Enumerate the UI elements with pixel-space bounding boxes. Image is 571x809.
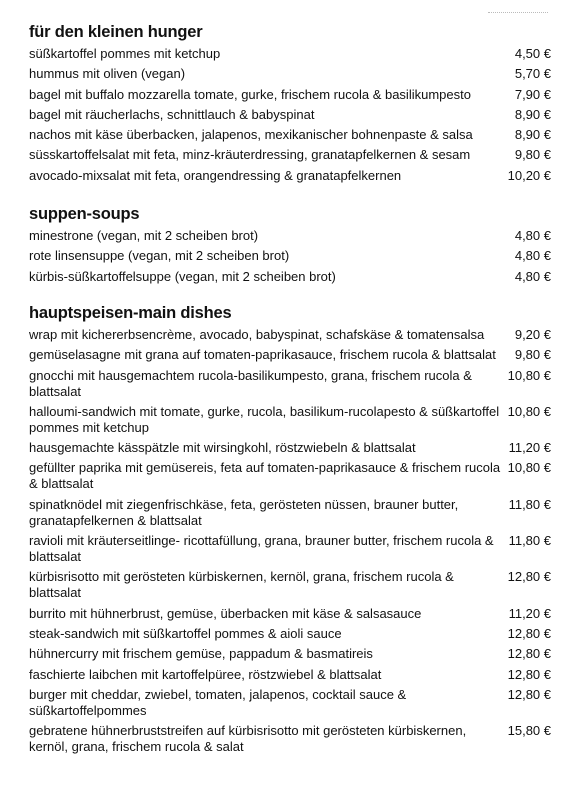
menu-item xyxy=(29,404,551,436)
menu-item xyxy=(29,127,551,143)
item-name: bagel mit buffalo mozzarella tomate, gurke, frischem rucola & basilikumpesto xyxy=(29,86,471,102)
item-price: 11,20 € xyxy=(508,605,551,621)
item-price: 10,80 € xyxy=(507,367,551,383)
item-name: rote linsensuppe (vegan, mit 2 scheiben brot) xyxy=(29,248,290,264)
item-price: 15,80 € xyxy=(507,723,551,739)
item-name: kürbis-süßkartoffelsuppe (vegan, mit 2 scheiben brot) xyxy=(29,268,336,284)
item-name: gebratene hühnerbruststreifen auf kürbisrisotto mit gerösteten kürbiskernen, kernöl, grana, frischem rucola & salat xyxy=(29,723,467,755)
item-price: 10,80 € xyxy=(507,403,551,419)
item-name: hühnercurry mit frischem gemüse, pappadum & basmatireis xyxy=(29,646,373,662)
section-title: für den kleinen hunger xyxy=(29,23,203,41)
item-name: hausgemachte kässpätzle mit wirsingkohl, röstzwiebeln & blattsalat xyxy=(29,440,416,456)
item-name: avocado-mixsalat mit feta, orangendressing & granatapfelkernen xyxy=(29,167,402,183)
item-name: hummus mit oliven (vegan) xyxy=(29,66,186,82)
item-name: halloumi-sandwich mit tomate, gurke, rucola, basilikum-rucolapesto & süßkartoffel pommes mit ketchup xyxy=(29,403,500,435)
item-price: 4,80 € xyxy=(514,268,551,284)
menu-item xyxy=(29,440,551,456)
menu-item xyxy=(29,626,551,642)
menu-item xyxy=(29,569,551,601)
item-name: bagel mit räucherlachs, schnittlauch & babyspinat xyxy=(29,106,315,122)
item-price: 11,80 € xyxy=(508,496,551,512)
menu-item xyxy=(29,646,551,662)
item-name: burrito mit hühnerbrust, gemüse, überbacken mit käse & salsasauce xyxy=(29,605,422,621)
menu-item xyxy=(29,460,551,492)
menu-item xyxy=(29,723,551,755)
item-price: 8,90 € xyxy=(514,106,551,122)
section-title: hauptspeisen-main dishes xyxy=(29,304,232,322)
menu-item xyxy=(29,606,551,622)
item-price: 5,70 € xyxy=(514,66,551,82)
item-price: 8,90 € xyxy=(514,127,551,143)
item-name: süsskartoffelsalat mit feta, minz-kräuterdressing, granatapfelkernen & sesam xyxy=(29,147,471,163)
item-price: 9,20 € xyxy=(514,327,551,342)
item-name: minestrone (vegan, mit 2 scheiben brot) xyxy=(29,228,259,243)
item-price: 9,80 € xyxy=(514,347,551,363)
section-soups xyxy=(29,204,551,289)
item-price: 12,80 € xyxy=(507,666,551,682)
item-name: burger mit cheddar, zwiebel, tomaten, jalapenos, cocktail sauce & süßkartoffelpommes xyxy=(29,686,407,718)
menu-item xyxy=(29,269,551,285)
menu-item xyxy=(29,87,551,103)
menu-item xyxy=(29,533,551,565)
item-price: 11,80 € xyxy=(508,533,551,549)
menu-item xyxy=(29,327,551,343)
menu-item xyxy=(29,107,551,123)
menu-item xyxy=(29,168,551,184)
item-price: 12,80 € xyxy=(507,646,551,662)
menu-item xyxy=(29,248,551,264)
item-name: ravioli mit kräuterseitlinge- ricottafüllung, grana, brauner butter, frischem rucola & blattsalat xyxy=(29,533,494,565)
item-price: 12,80 € xyxy=(507,569,551,585)
item-price: 11,20 € xyxy=(508,440,551,456)
item-price: 10,20 € xyxy=(507,167,551,183)
menu-item xyxy=(29,46,551,62)
item-name: wrap mit kichererbsencrème, avocado, babyspinat, schafskäse & tomatensalsa xyxy=(29,327,485,342)
item-price: 10,80 € xyxy=(507,460,551,476)
item-price: 9,80 € xyxy=(514,147,551,163)
item-name: süßkartoffel pommes mit ketchup xyxy=(29,46,221,61)
item-name: spinatknödel mit ziegenfrischkäse, feta, gerösteten nüssen, brauner butter, granatapfelkernen & blattsalat xyxy=(29,496,459,528)
item-price: 4,80 € xyxy=(514,228,551,243)
item-name: kürbisrisotto mit gerösteten kürbiskernen, kernöl, grana, frischem rucola & blattsalat xyxy=(29,569,454,601)
item-name: steak-sandwich mit süßkartoffel pommes & aioli sauce xyxy=(29,625,342,641)
menu-item xyxy=(29,497,551,529)
menu-item xyxy=(29,66,551,82)
menu-item xyxy=(29,347,551,363)
section-snacks xyxy=(29,22,551,188)
section-main-dishes xyxy=(29,303,551,759)
item-price: 7,90 € xyxy=(514,86,551,102)
menu-item xyxy=(29,147,551,163)
item-name: gnocchi mit hausgemachtem rucola-basilikumpesto, grana, frischem rucola & blattsalat xyxy=(29,367,472,399)
item-price: 4,80 € xyxy=(514,248,551,264)
item-price: 12,80 € xyxy=(507,625,551,641)
item-name: nachos mit käse überbacken, jalapenos, mexikanischer bohnenpaste & salsa xyxy=(29,127,473,143)
item-name: faschierte laibchen mit kartoffelpüree, röstzwiebel & blattsalat xyxy=(29,666,382,682)
item-name: gefüllter paprika mit gemüsereis, feta auf tomaten-paprikasauce & frischem rucola & blattsalat xyxy=(29,460,501,492)
item-price: 4,50 € xyxy=(514,46,551,61)
menu-item xyxy=(29,368,551,400)
menu-item xyxy=(29,228,551,244)
section-title: suppen-soups xyxy=(29,205,140,223)
item-name: gemüselasagne mit grana auf tomaten-paprikasauce, frischem rucola & blattsalat xyxy=(29,347,496,363)
item-price: 12,80 € xyxy=(507,686,551,702)
decorative-dots xyxy=(488,12,548,19)
menu-item xyxy=(29,667,551,683)
menu-item xyxy=(29,687,551,719)
